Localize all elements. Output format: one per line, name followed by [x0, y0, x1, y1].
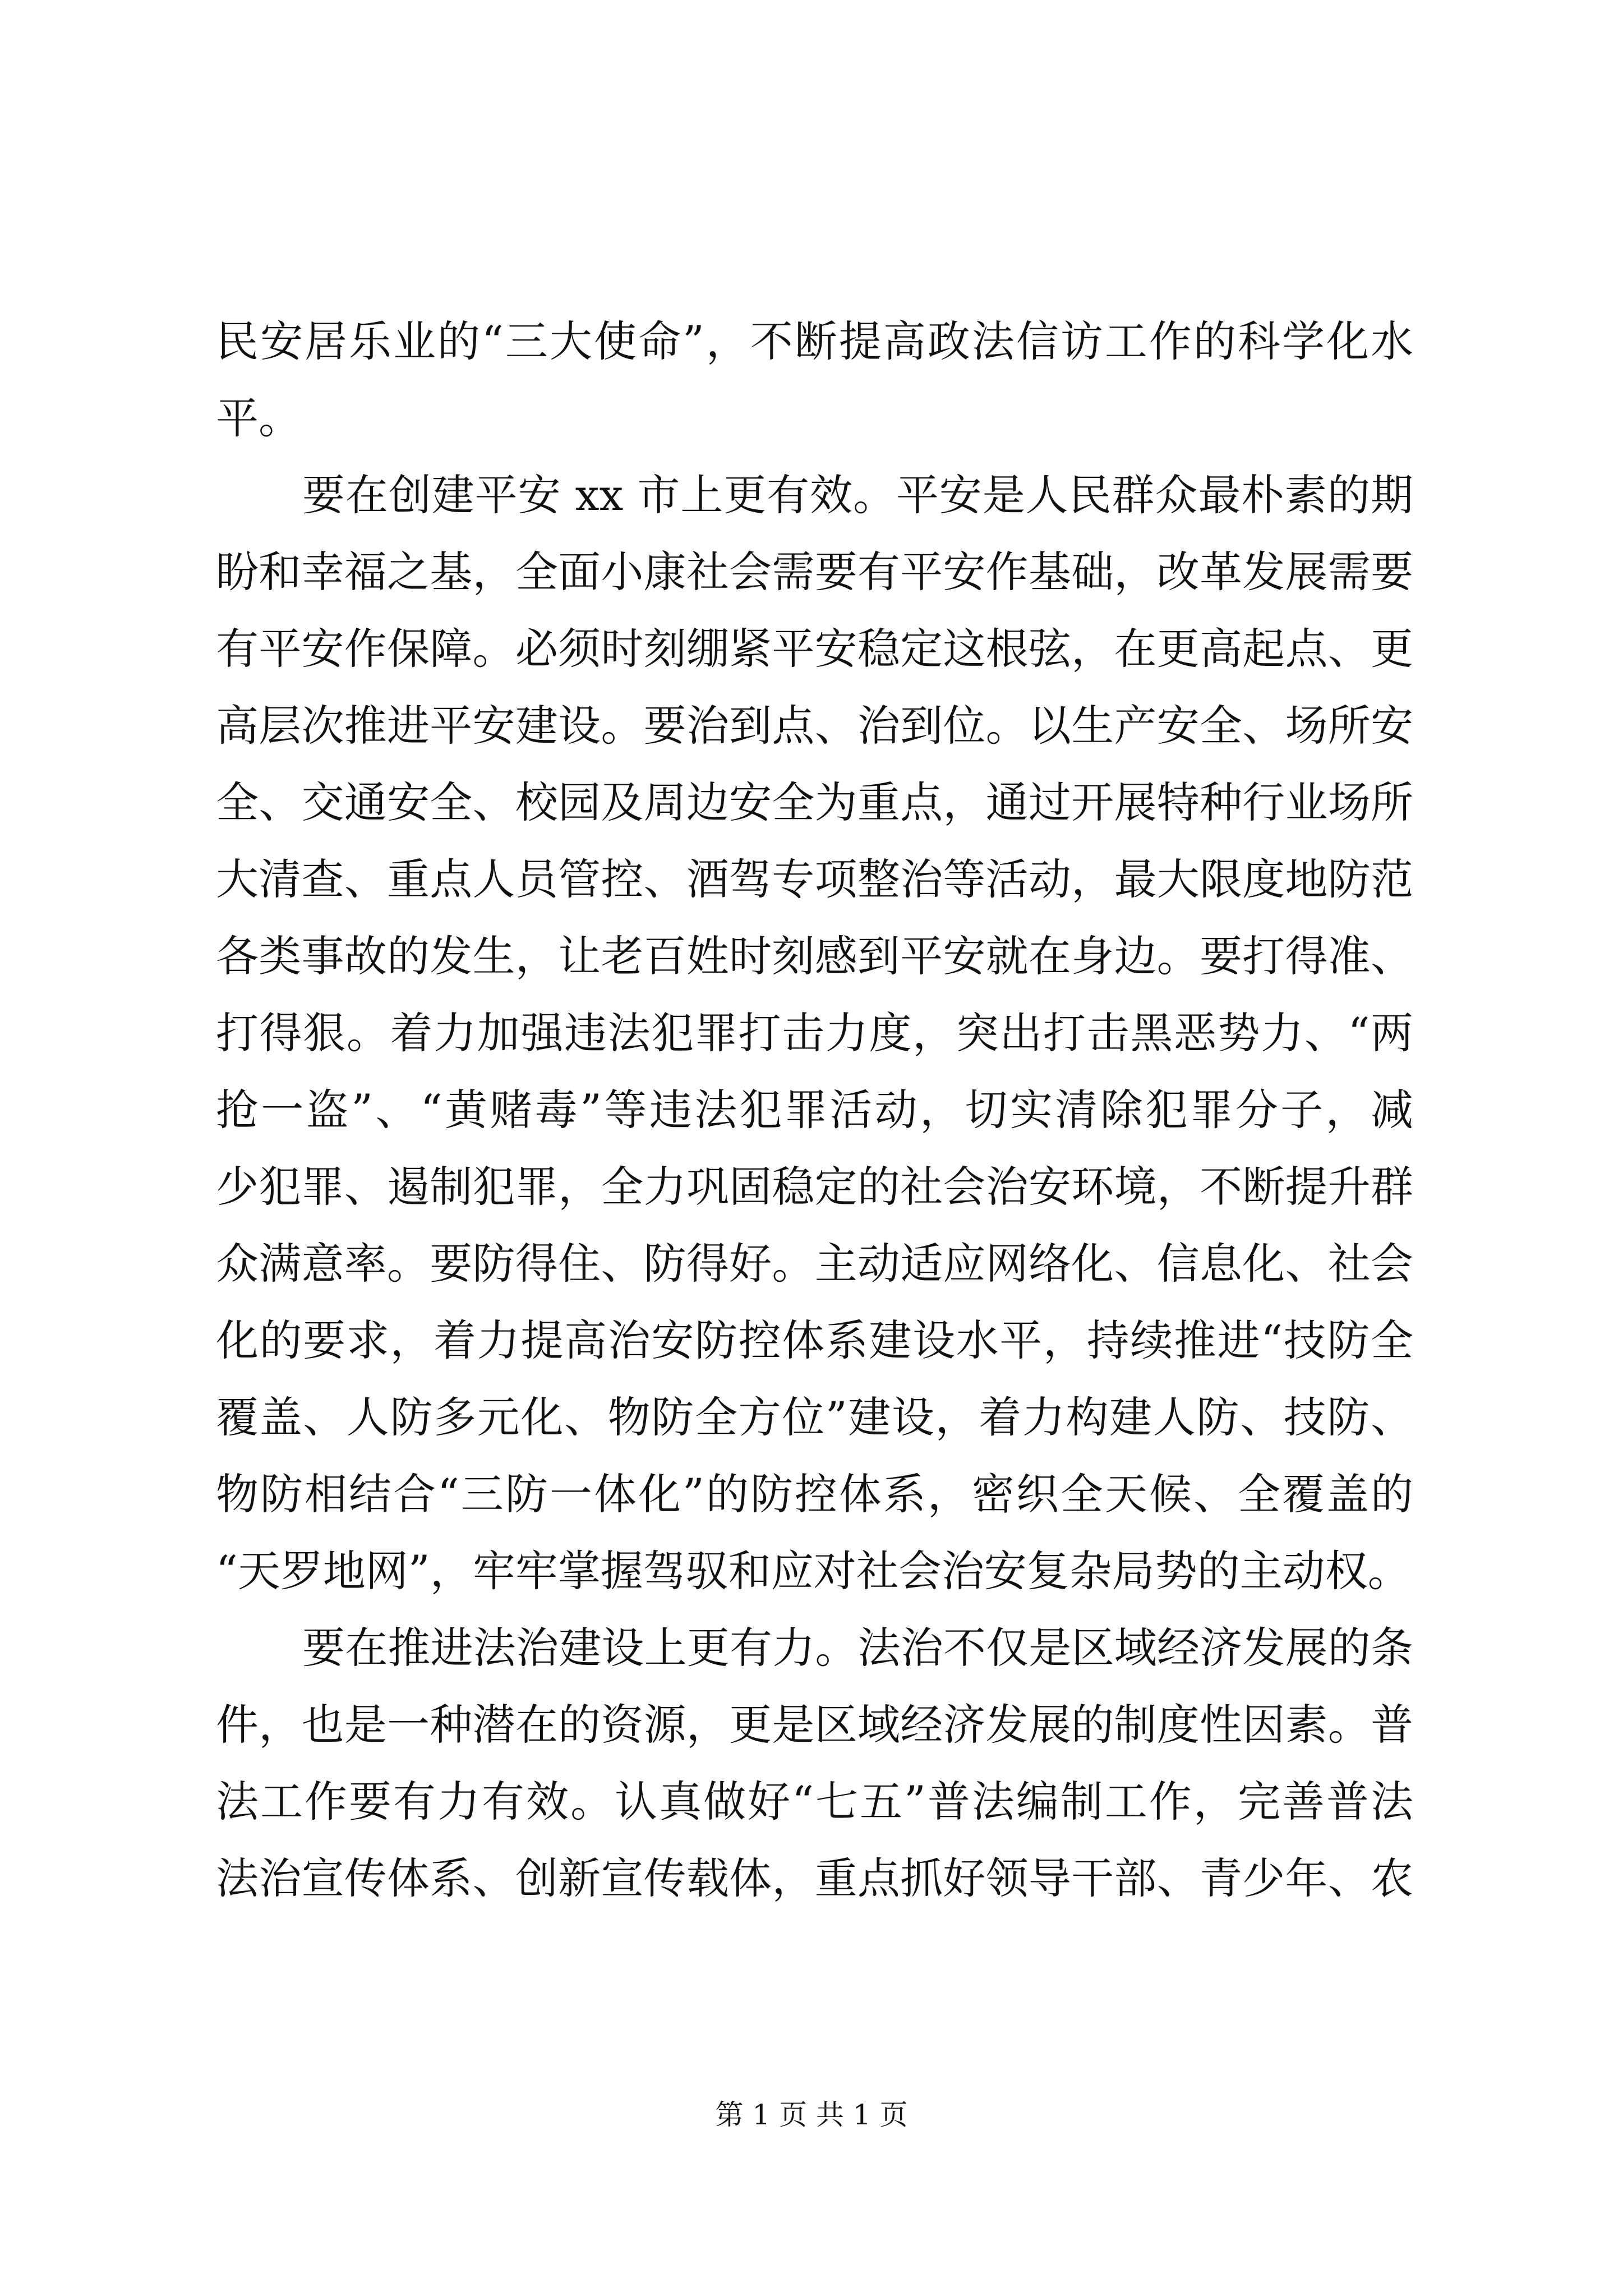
text-line: 平。 — [216, 393, 301, 443]
text-line: 民安居乐业的“三大使命”，不断提高政法信访工作的科学化水 — [216, 316, 1413, 366]
paragraph-first-line: 要在推进法治建设上更有力。法治不仅是区域经济发展的条 — [302, 1623, 1413, 1673]
text-line: 件，也是一种潜在的资源，更是区域经济发展的制度性因素。普 — [216, 1700, 1413, 1750]
text-line: “天罗地网”，牢牢掌握驾驭和应对社会治安复杂局势的主动权。 — [216, 1546, 1410, 1596]
text-line: 法治宣传体系、创新宣传载体，重点抓好领导干部、青少年、农 — [216, 1853, 1413, 1903]
text-line: 物防相结合“三防一体化”的防控体系，密织全天候、全覆盖的 — [216, 1469, 1413, 1519]
text-line: 大清查、重点人员管控、酒驾专项整治等活动，最大限度地防范 — [216, 854, 1413, 904]
text-line: 化的要求，着力提高治安防控体系建设水平，持续推进“技防全 — [216, 1315, 1413, 1365]
paragraph-first-line: 要在创建平安 xx 市上更有效。平安是人民群众最朴素的期 — [302, 470, 1413, 520]
text-line: 覆盖、人防多元化、物防全方位”建设，着力构建人防、技防、 — [216, 1392, 1413, 1442]
text-line: 各类事故的发生，让老百姓时刻感到平安就在身边。要打得准、 — [216, 931, 1413, 981]
text-line: 众满意率。要防得住、防得好。主动适应网络化、信息化、社会 — [216, 1239, 1413, 1289]
text-line: 法工作要有力有效。认真做好“七五”普法编制工作，完善普法 — [216, 1777, 1413, 1826]
text-line: 有平安作保障。必须时刻绷紧平安稳定这根弦，在更高起点、更 — [216, 624, 1413, 674]
text-line: 盼和幸福之基，全面小康社会需要有平安作基础，改革发展需要 — [216, 547, 1413, 597]
text-line: 少犯罪、遏制犯罪，全力巩固稳定的社会治安环境，不断提升群 — [216, 1162, 1413, 1212]
text-line: 高层次推进平安建设。要治到点、治到位。以生产安全、场所安 — [216, 701, 1413, 751]
text-line: 全、交通安全、校园及周边安全为重点，通过开展特种行业场所 — [216, 777, 1413, 827]
page-number-footer: 第 1 页 共 1 页 — [715, 2099, 908, 2131]
document-body — [216, 303, 1413, 1917]
text-line: 打得狠。着力加强违法犯罪打击力度，突出打击黑恶势力、“两 — [216, 1008, 1413, 1058]
text-line: 抢一盗”、“黄赌毒”等违法犯罪活动，切实清除犯罪分子，减 — [216, 1085, 1413, 1135]
